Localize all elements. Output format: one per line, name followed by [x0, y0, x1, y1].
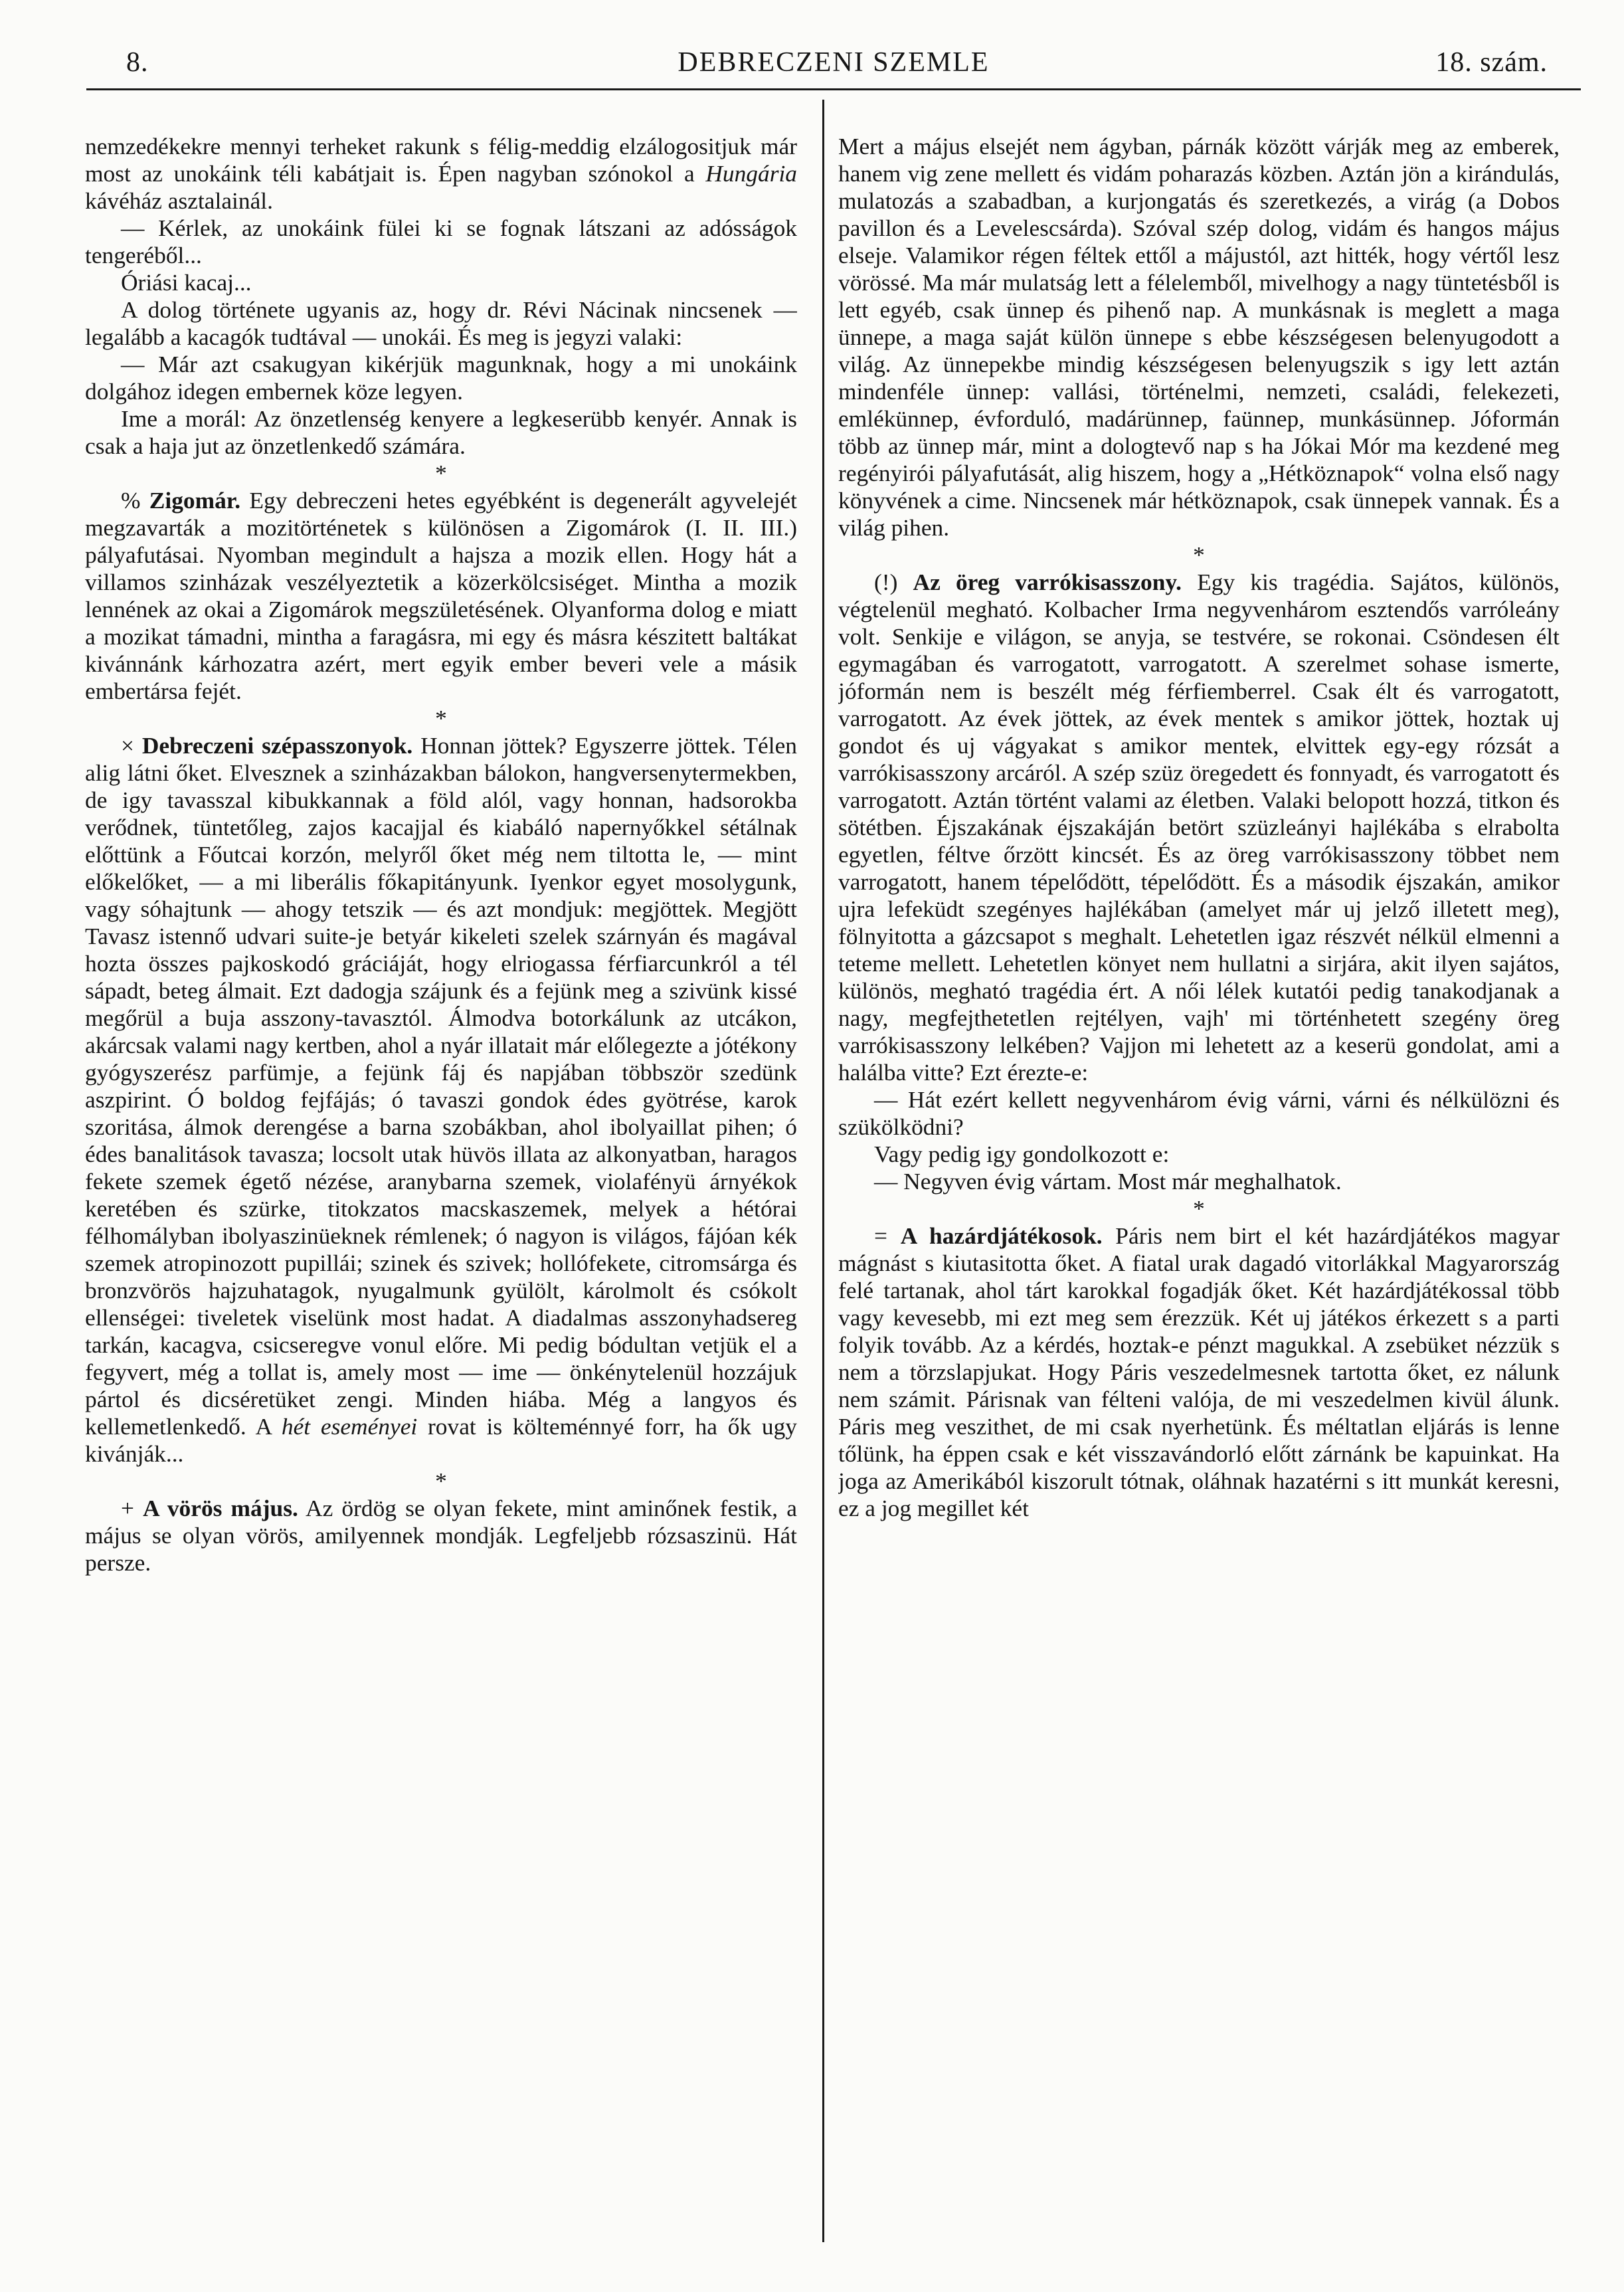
article-heading: A vörös május.	[143, 1495, 298, 1521]
article-heading: A hazárdjátékosok.	[900, 1222, 1103, 1249]
journal-title: DEBRECZENI SZEMLE	[677, 47, 990, 78]
section-separator: *	[435, 1468, 447, 1494]
article-mark: ×	[121, 732, 134, 759]
article-szepasszonyok	[85, 732, 797, 1468]
page-header	[86, 47, 1581, 93]
header-rule	[86, 88, 1581, 90]
section-separator: *	[1193, 541, 1205, 568]
article-italic: hét eseményei	[281, 1413, 418, 1440]
right-column	[838, 133, 1560, 2259]
article-heading: Debreczeni szépasszonyok.	[141, 732, 413, 759]
article-voros-majus	[85, 1495, 797, 1576]
article-varrokisasszony	[838, 569, 1560, 1086]
article-paragraph: — Kérlek, az unokáink fülei ki se fognak látszani az adósságok tengeréből...	[85, 215, 797, 268]
article-heading: Az öreg varrókisasszony.	[913, 569, 1182, 595]
article-body: Honnan jöttek? Egyszerre jöttek. Télen alig látni őket. Elvesznek a szinházakban bálokon, hangversenytermekben, de igy tavasszal kibukkannak a föld alól, vagy honnan, hadsorokba verődnek, tüntetőleg, zajos kacajjal és kiabáló napernyőkkel sétálnak előttünk a Főutcai korzón, melyről őket még nem tiltotta le, — mint előkelőket, — a mi liberális főkapitányunk. Iyenkor egyet mosolygunk, vagy sóhajtunk — ahogy tetszik — és azt mondjuk: megjöttek. Megjött Tavasz istennő udvari suite-je betyár kikeleti szelek szárnyán és magával hozta összes pajkoskodó gráciáját, hogy elriogassa férfiarcunkról a tél sápadt, beteg álmait. Ezt dadogja szájunk és a fejünk meg a szivünk kissé megőrül a buja asszony-tavasztól. Álmodva botorkálunk az utcákon, akárcsak valami nagy kertben, ahol a nyár illatait már előlegezte a jótékony gyógyszerész parfümje, a fejünk fáj és napjában többször szedünk aszpirint. Ó boldog fejfájás; ó tavaszi gondok édes gyötrése, karok szoritása, álmok derengése a barna szobákban, ahol ibolyaillat pihen; ó édes banalitások tavasza; locsolt utak hüvös illata az alkonyatban, haragos fekete szemek égető nézése, aranybarna szemek, violafényü árnyékok keretében és szürke, titokzatos macskaszemek, melyek a hétórai félhomályban ibolyaszinüeknek rémlenek; ó nagyon is világos, fájóan kék szemek atropinozott pupillái; szinek és szivek; hollófekete, citromsárga és bronzvörös hajzuhatagok, nyugalmunk gyülölt, károlmolt és csókolt ellenségei: tiveletek viselünk most hadat. A diadalmas asszonyhadsereg tarkán, kacagva, csicseregve vonul előre. Mi pedig bódultan vetjük el a fegyvert, még a tollat is, amely most — ime — önkénytelenül hozzájuk pártol és dicséretüket zengi. Minden hiába. Még a langyos és kellemetlenkedő. A	[85, 732, 797, 1440]
page-number: 8.	[126, 47, 149, 78]
article-paragraph: A dolog története ugyanis az, hogy dr. Révi Nácinak nincsenek — legalább a kacagók tudtával — unokái. És meg is jegyzi valaki:	[85, 296, 797, 350]
article-body: Páris nem birt el két hazárdjátékos magyar mágnást s kiutasitotta őket. A fiatal urak dagadó vitorlákkal Magyarország felé tartanak, ahol tárt karokkal fogadják őket. Két hazárdjátékossal több vagy kevesebb, mi ezt meg sem érezzük. Két uj játékos érkezett s a parti folyik tovább. Az a kérdés, hoztak-e pénzt magukkal. A zsebüket nézzük s nem a törzslapjukat. Hogy Páris veszedelmesnek tartotta őket, ez nálunk nem számit. Párisnak van félteni valója, de mi veszedelmen kivül álunk. Páris meg veszithet, de mi csak nyerhetünk. És méltatlan eljárás is lenne tőlünk, ha éppen csak e két visszavándorló előtt zárnánk be kapuinkat. Ha joga az Amerikából kiszorult tótnak, oláhnak hazatérni s itt munkát keresni, ez a jog megillet két	[838, 1222, 1560, 1521]
article-paragraph: Ime a morál: Az önzetlenség kenyere a legkeserübb kenyér. Annak is csak a haja jut az önzetlenkedő számára.	[85, 405, 797, 459]
article-mark: (!)	[874, 569, 898, 595]
section-separator: *	[1193, 1195, 1205, 1222]
article-paragraph: — Negyven évig vártam. Most már meghalhatok.	[874, 1168, 1342, 1194]
article-hazardjatekosok	[838, 1222, 1560, 1522]
article-mark: =	[874, 1222, 887, 1249]
article-heading: Zigomár.	[149, 487, 241, 514]
article-mark: %	[121, 487, 141, 514]
article-body: Az ördög se olyan fekete, mint aminőnek festik, a május se olyan vörös, amilyennek mondják. Legfeljebb rózsaszinü. Hát persze.	[85, 1495, 797, 1576]
article-body: rovat is költeménnyé forr, ha ők ugy kivánják...	[85, 1413, 797, 1467]
left-column	[85, 133, 797, 2259]
section-separator: *	[435, 460, 447, 486]
article-body: Egy kis tragédia. Sajátos, különös, végtelenül megható. Kolbacher Irma negyvenhárom esztendős varróleány volt. Senkije e világon, se anyja, se testvére, se rokonai. Csöndesen élt egymagában és varrogatott, varrogatott. A szerelmet sohase ismerte, jóformán nem is beszélt még férfiemberrel. Csak élt és varrogatott, varrogatott. Az évek jöttek, az évek mentek s amikor jöttek, hoztak uj gondot és uj vágyakat s amikor mentek, elvittek egy-egy rózsát a varrókisasszony arcáról. A szép szüz öregedett és fonnyadt, és varrogatott és varrogatott. Aztán történt valami az életben. Valaki belopott hozzá, titkon és sötétben. Éjszakának éjszakáján betört szüzleányi hajlékába s elrabolta egyetlen, féltve őrzött kincsét. És az öreg varrókisasszony többet nem varrogatott, hanem tépelődött, tépelődött. És a második éjszakán, amikor ujra lefeküdt szegényes hajlékában (amelyet már uj jelző illetett meg), fölnyitotta a gázcsapot s meghalt. Lehetetlen igaz részvét nélkül elmenni a teteme mellett. Lehetetlen könyet nem hullatni a sirjára, akit ilyen sajátos, különös, megható tragédia ért. A női lélek kutatói pedig tanakodjanak a nagy, megfejthetetlen rejtélyen, vajh' mi történhetett szegény öreg varrókisasszony lelkében? Vajjon mi lehetett az a keserü gondolat, ami a halálba vitte? Ezt érezte-e:	[838, 569, 1560, 1086]
section-separator: *	[435, 705, 447, 731]
article-mark: +	[121, 1495, 134, 1521]
column-divider	[822, 100, 824, 2242]
issue-number: 18. szám.	[1435, 47, 1548, 78]
article-zigomar	[85, 487, 797, 705]
article-body: Egy debreczeni hetes egyébként is degenerált agyvelejét megzavarták a mozitörténetek s különösen a Zigomárok (I. II. III.) pályafutásai. Nyomban megindult a hajsza a mozik ellen. Hogy hát a villamos szinházak veszélyeztetik a közerkölcsiséget. Mintha a mozik lennének az okai a Zigomárok megszületésének. Olyanforma dolog e miatt a mozikat támadni, mintha a faragásra, mi egy és másra készitett baltákat kivánnánk kárhozatra azért, mert egyik ember beveri vele a másik embertársa fejét.	[85, 487, 797, 704]
article-paragraph: Vagy pedig igy gondolkozott e:	[874, 1141, 1170, 1167]
article-paragraph: Óriási kacaj...	[121, 269, 252, 296]
article-paragraph: — Már azt csakugyan kikérjük magunknak, hogy a mi unokáink dolgához idegen embernek köze legyen.	[85, 351, 797, 405]
article-paragraph: — Hát ezért kellett negyvenhárom évig várni, várni és nélkülözni és szükölködni?	[838, 1086, 1560, 1140]
article-continuation: Mert a május elsejét nem ágyban, párnák között várják meg az emberek, hanem vig zene mellett és vidám poharazás közben. Aztán jön a kirándulás, mulatozás a szabadban, a kurjongatás és szeretkezés, a virág (a Dobos pavillon és a Levelescsárda). Szóval szép dolog, vidám és hangos május elseje. Valamikor régen féltek ettől a májustól, azt hitték, hogy vértől lesz vörössé. Ma már mulatság lett a félelemből, mivelhogy a nagy tüntetésből is lett egyéb, csak ünnep és pihenő nap. A munkásnak is meglett a maga ünnepe, a maga saját külön ünnepe s ebbe készségesen belenyugodott a világ. Az ünnepekbe mindig készségesen belenyugszik s igy lett aztán mindenféle ünnep: vallási, történelmi, nemzeti, családi, felekezeti, emlékünnep, évforduló, madárünnep, faünnep, munkásünnep. Jóformán több az ünnep már, mint a dologtevő nap s ha Jókai Mór ma kezdené meg regényirói pályafutását, alig hiszem, hogy a „Hétköznapok“ volna első nagy könyvének a cime. Nincsenek már hétköznapok, csak ünnepek vannak. És a világ pihen.	[838, 133, 1560, 541]
article-paragraph: nemzedékekre mennyi terheket rakunk s félig-meddig elzálogositjuk már most az unokáink téli kabátjait is. Épen nagyban szónokol a Hungária kávéház asztalainál.	[85, 133, 797, 214]
